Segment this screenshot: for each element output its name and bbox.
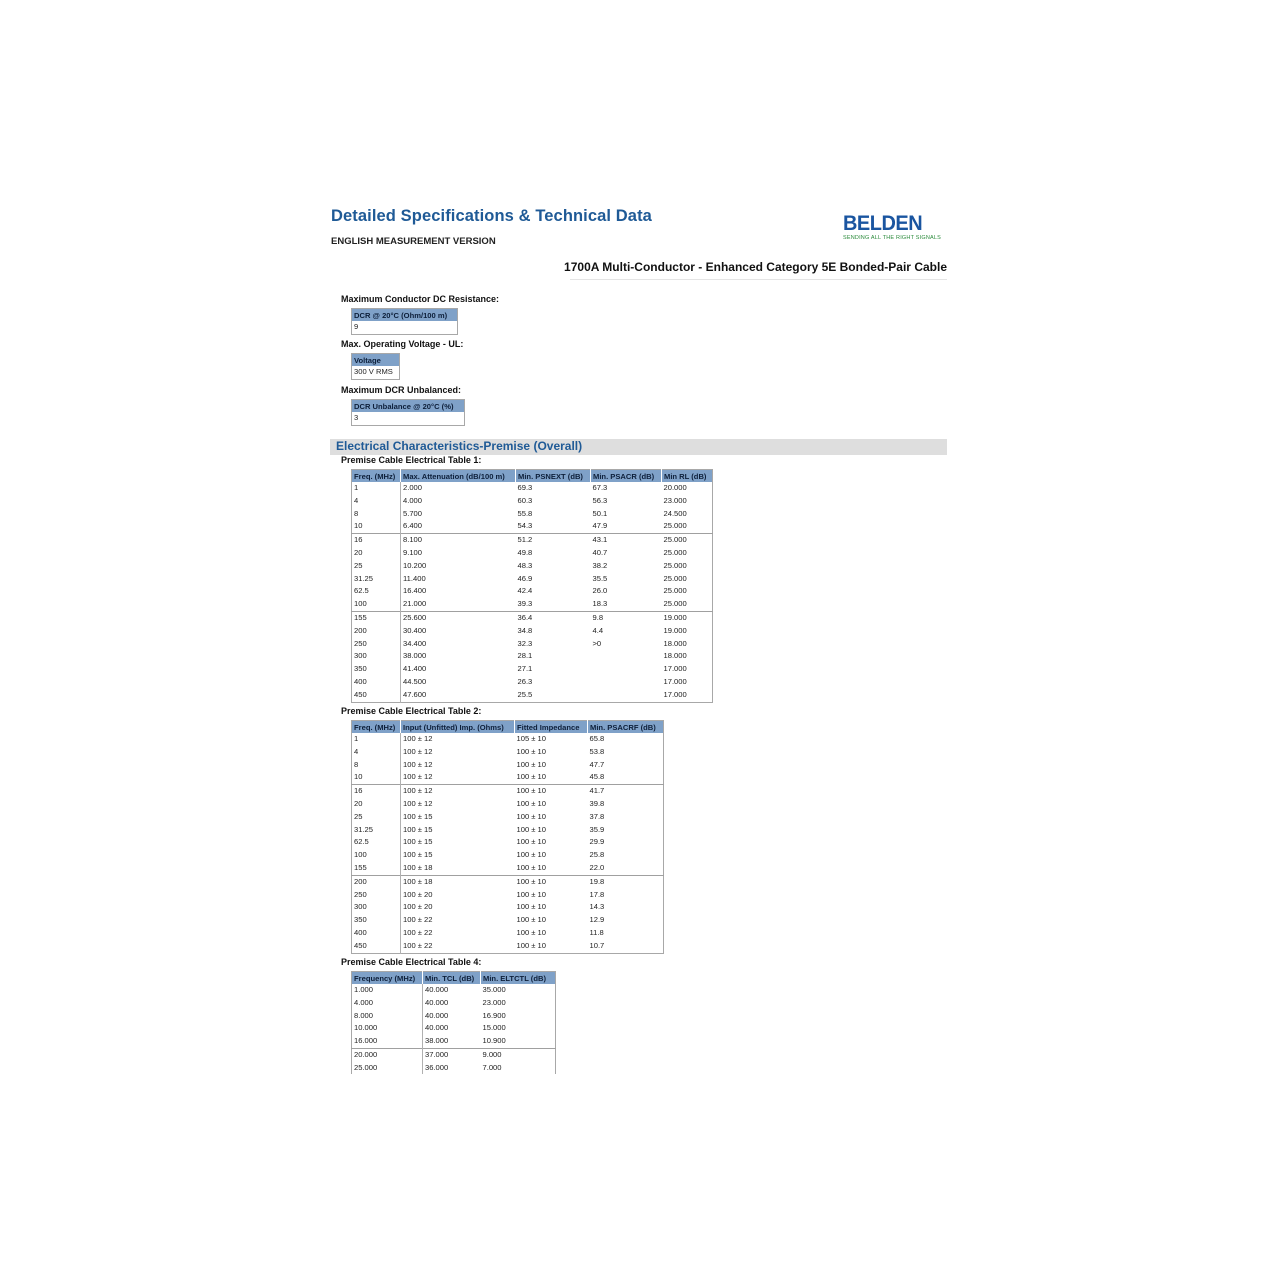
table-cell: 12.9 xyxy=(589,915,605,925)
table-cell: 20.000 xyxy=(352,1048,423,1061)
table-cell: 300 xyxy=(352,901,401,914)
table-cell: 8 xyxy=(352,508,401,521)
table-cell: 43.1 xyxy=(591,534,662,547)
table-cell: 51.2 xyxy=(516,534,591,547)
table-cell: 4 xyxy=(352,495,401,508)
table-row xyxy=(352,1062,556,1074)
table-cell: 200 xyxy=(352,875,401,888)
table-cell: 10.7 xyxy=(589,940,605,950)
table-cell: 100 ± 22 xyxy=(403,927,433,937)
table-cell: 14.3 xyxy=(589,902,605,912)
table-cell: 100 ± 12 xyxy=(403,746,433,756)
section-title: Electrical Characteristics-Premise (Overall) xyxy=(336,439,583,453)
table-cell: 100 ± 15 xyxy=(403,850,433,860)
table-cell: 100 ± 15 xyxy=(403,837,433,847)
table-cell: 100 ± 10 xyxy=(516,772,547,782)
table-cell: 450 xyxy=(352,940,401,953)
table-cell: 25 xyxy=(352,560,401,573)
table-row xyxy=(352,1010,556,1023)
column-header: Frequency (MHz) xyxy=(352,972,423,985)
table-cell: 40.7 xyxy=(592,547,608,557)
table-cell: 35.9 xyxy=(589,824,605,834)
table-cell: 100 ± 10 xyxy=(516,915,547,925)
table-cell: 25.000 xyxy=(663,586,687,596)
table-cell: 22.0 xyxy=(589,862,605,872)
table-cell: 100 ± 10 xyxy=(516,850,547,860)
table-cell: 24.500 xyxy=(663,508,687,518)
table-cell: 40.000 xyxy=(425,997,449,1007)
table-row xyxy=(352,1048,556,1061)
table-cell: 20 xyxy=(352,547,401,560)
table-cell: 100 ± 12 xyxy=(401,785,515,798)
measurement-version: ENGLISH MEASUREMENT VERSION xyxy=(331,236,496,247)
table-cell: 28.1 xyxy=(517,651,533,661)
table-cell: 8.000 xyxy=(352,1010,423,1023)
table-cell: 100 ± 10 xyxy=(516,746,547,756)
table-cell: 36.000 xyxy=(425,1062,449,1072)
table-cell: 100 ± 12 xyxy=(403,772,433,782)
table-cell: 100 ± 22 xyxy=(403,940,433,950)
table-cell: 38.000 xyxy=(403,651,427,661)
table-cell: 250 xyxy=(352,638,401,651)
table-cell: 100 ± 10 xyxy=(516,759,547,769)
table-cell: 47.7 xyxy=(589,759,605,769)
dcr-header: DCR @ 20°C (Ohm/100 m) xyxy=(352,309,458,322)
column-header: Fitted Impedance xyxy=(515,721,588,734)
table-row xyxy=(352,1035,556,1048)
table-cell: 100 ± 20 xyxy=(403,889,433,899)
table-cell: 38.000 xyxy=(425,1036,449,1046)
page-title: Detailed Specifications & Technical Data xyxy=(331,207,652,225)
logo-wordmark: BELDEN xyxy=(843,212,923,235)
table-cell: 25.000 xyxy=(663,560,687,570)
table-cell: 39.3 xyxy=(517,599,533,609)
table-cell: 155 xyxy=(352,611,401,624)
table-cell: 29.9 xyxy=(589,837,605,847)
table-cell: 4.4 xyxy=(592,625,604,635)
table-cell: 1 xyxy=(352,482,401,495)
table-cell: 49.8 xyxy=(517,547,533,557)
table-cell: 100 ± 15 xyxy=(403,824,433,834)
table-cell: 400 xyxy=(352,927,401,940)
table-cell: 37.000 xyxy=(423,1048,481,1061)
table-cell: 16.400 xyxy=(403,586,427,596)
table-cell: 100 ± 10 xyxy=(516,927,547,937)
table-cell: >0 xyxy=(592,638,602,648)
table-cell: 17.8 xyxy=(589,889,605,899)
table-cell: 27.1 xyxy=(517,664,533,674)
table-cell: 55.8 xyxy=(517,508,533,518)
table-cell: 69.3 xyxy=(517,483,533,492)
table-cell: 450 xyxy=(352,689,401,702)
electrical-table-4 xyxy=(351,971,556,1074)
table-cell: 42.4 xyxy=(517,586,533,596)
table-row xyxy=(352,997,556,1010)
table-cell: 19.8 xyxy=(588,875,664,888)
table-cell: 37.8 xyxy=(589,811,605,821)
table-cell: 25.8 xyxy=(589,850,605,860)
table-cell: 62.5 xyxy=(352,585,401,598)
table-cell: 2.000 xyxy=(403,483,423,492)
table-cell: 100 ± 12 xyxy=(403,734,433,743)
table-cell: 35.5 xyxy=(592,573,608,583)
table-cell: 100 ± 10 xyxy=(515,875,588,888)
logo-tagline: SENDING ALL THE RIGHT SIGNALS xyxy=(843,235,942,241)
table-cell: 10 xyxy=(352,520,401,533)
table2-label: Premise Cable Electrical Table 2: xyxy=(341,706,482,716)
dcr-label: Maximum Conductor DC Resistance: xyxy=(341,294,500,304)
table-row xyxy=(352,984,556,997)
table-cell: 350 xyxy=(352,914,401,927)
table-cell: 25.5 xyxy=(517,689,533,699)
table-cell: 25.000 xyxy=(663,599,687,609)
table-cell: 67.3 xyxy=(592,483,608,492)
table-cell: 65.8 xyxy=(589,734,605,743)
column-header: Max. Attenuation (dB/100 m) xyxy=(401,470,516,483)
table-cell: 16.000 xyxy=(352,1035,423,1048)
table-cell: 9.000 xyxy=(481,1048,556,1061)
table-cell: 7.000 xyxy=(482,1062,502,1072)
table-cell: 60.3 xyxy=(517,495,533,505)
column-header: Min RL (dB) xyxy=(662,470,713,483)
table-cell: 8.100 xyxy=(401,534,516,547)
table-cell: 155 xyxy=(352,862,401,875)
table-cell: 100 ± 20 xyxy=(403,902,433,912)
table-cell: 53.8 xyxy=(589,746,605,756)
table-cell: 400 xyxy=(352,676,401,689)
table-cell: 62.5 xyxy=(352,836,401,849)
table-cell: 100 ± 22 xyxy=(403,915,433,925)
table-cell: 39.8 xyxy=(589,798,605,808)
table-cell: 100 ± 10 xyxy=(516,889,547,899)
table-cell: 100 ± 12 xyxy=(403,759,433,769)
column-header: Freq. (MHz) xyxy=(352,470,401,483)
table-cell: 100 ± 10 xyxy=(516,837,547,847)
table-cell: 23.000 xyxy=(482,997,506,1007)
table-cell: 36.4 xyxy=(516,611,591,624)
table-cell: 300 xyxy=(352,650,401,663)
table-cell: 200 xyxy=(352,625,401,638)
unbalanced-header: DCR Unbalance @ 20°C (%) xyxy=(352,400,465,413)
table-cell: 100 ± 18 xyxy=(403,862,433,872)
table-cell: 25.600 xyxy=(401,611,516,624)
table-cell: 5.700 xyxy=(403,508,423,518)
table-cell: 4.000 xyxy=(403,495,423,505)
column-header: Min. PSNEXT (dB) xyxy=(516,470,591,483)
table-cell: 100 ± 15 xyxy=(403,811,433,821)
table-cell: 100 ± 10 xyxy=(516,940,547,950)
table-cell: 38.2 xyxy=(592,560,608,570)
table-cell: 19.000 xyxy=(663,625,687,635)
column-header: Min. TCL (dB) xyxy=(423,972,481,985)
column-header: Input (Unfitted) Imp. (Ohms) xyxy=(401,721,515,734)
table-cell: 41.7 xyxy=(588,785,664,798)
table-cell: 20.000 xyxy=(663,483,687,492)
cable-title: 1700A Multi-Conductor - Enhanced Category 5E Bonded-Pair Cable xyxy=(564,260,947,274)
table-cell: 16 xyxy=(352,534,401,547)
table-cell: 17.000 xyxy=(663,676,687,686)
table-cell: 18.000 xyxy=(663,638,687,648)
table-row xyxy=(352,1022,556,1035)
table-cell: 350 xyxy=(352,663,401,676)
table-cell: 1 xyxy=(352,733,401,746)
column-header: Min. ELTCTL (dB) xyxy=(481,972,556,985)
table-cell: 31.25 xyxy=(352,824,401,837)
table-cell: 18.000 xyxy=(663,651,687,661)
dcr-value: 9 xyxy=(354,322,359,331)
table-cell: 25.000 xyxy=(663,547,687,557)
table-cell: 25 xyxy=(352,811,401,824)
table-cell: 45.8 xyxy=(589,772,605,782)
table-cell: 250 xyxy=(352,889,401,902)
voltage-label: Max. Operating Voltage - UL: xyxy=(341,339,464,349)
table-cell: 9.100 xyxy=(403,547,423,557)
table-cell: 100 ± 18 xyxy=(401,875,515,888)
table-cell: 8 xyxy=(352,759,401,772)
table-cell: 54.3 xyxy=(517,521,533,531)
column-header: Min. PSACRF (dB) xyxy=(588,721,664,734)
column-header: Min. PSACR (dB) xyxy=(591,470,662,483)
table-cell: 1.000 xyxy=(352,984,423,997)
table-cell: 25.000 xyxy=(663,521,687,531)
table-cell: 35.000 xyxy=(482,985,506,994)
table-cell: 100 xyxy=(352,598,401,611)
table-cell: 34.400 xyxy=(403,638,427,648)
table-cell: 40.000 xyxy=(425,1010,449,1020)
table-cell: 47.600 xyxy=(403,689,427,699)
table-cell: 100 ± 10 xyxy=(516,862,547,872)
table-cell: 47.9 xyxy=(592,521,608,531)
table-cell: 50.1 xyxy=(592,508,608,518)
table-cell: 16.900 xyxy=(482,1010,506,1020)
table-cell: 100 ± 10 xyxy=(516,902,547,912)
table-cell: 31.25 xyxy=(352,573,401,586)
table-cell: 32.3 xyxy=(517,638,533,648)
table-cell: 19.000 xyxy=(662,611,713,624)
table-cell: 34.8 xyxy=(517,625,533,635)
table-cell: 21.000 xyxy=(403,599,427,609)
table-cell: 25.000 xyxy=(662,534,713,547)
table-cell: 11.8 xyxy=(589,927,604,937)
table-cell: 26.0 xyxy=(592,586,608,596)
table-cell: 10.200 xyxy=(403,560,427,570)
table-cell: 56.3 xyxy=(592,495,608,505)
voltage-header: Voltage xyxy=(352,354,400,367)
table-cell: 100 ± 10 xyxy=(516,811,547,821)
table-cell: 41.400 xyxy=(403,664,427,674)
column-header: Freq. (MHz) xyxy=(352,721,401,734)
table-cell: 25.000 xyxy=(352,1062,423,1074)
table4-label: Premise Cable Electrical Table 4: xyxy=(341,957,482,967)
unbalanced-value: 3 xyxy=(354,413,359,422)
table-cell: 100 ± 10 xyxy=(516,798,547,808)
table-cell: 44.500 xyxy=(403,676,427,686)
table-cell: 48.3 xyxy=(517,560,533,570)
table-cell: 46.9 xyxy=(517,573,533,583)
table-cell: 23.000 xyxy=(663,495,687,505)
table-cell: 40.000 xyxy=(425,1023,449,1033)
table-cell: 30.400 xyxy=(403,625,427,635)
table1-label: Premise Cable Electrical Table 1: xyxy=(341,455,482,465)
table-cell: 100 xyxy=(352,849,401,862)
table-cell: 4 xyxy=(352,746,401,759)
table-cell: 6.400 xyxy=(403,521,423,531)
table-cell: 15.000 xyxy=(482,1023,506,1033)
unbalanced-label: Maximum DCR Unbalanced: xyxy=(341,385,462,395)
table-cell: 11.400 xyxy=(403,573,426,583)
table-cell: 100 ± 10 xyxy=(516,824,547,834)
table-cell: 40.000 xyxy=(425,985,449,994)
table-cell: 17.000 xyxy=(663,689,687,699)
table-cell: 10.900 xyxy=(482,1036,506,1046)
table-cell: 100 ± 10 xyxy=(515,785,588,798)
table-cell: 105 ± 10 xyxy=(516,734,547,743)
table-cell: 100 ± 12 xyxy=(403,798,433,808)
table-cell: 26.3 xyxy=(517,676,533,686)
table-cell: 10 xyxy=(352,771,401,784)
table-cell: 10.000 xyxy=(352,1022,423,1035)
table-cell: 16 xyxy=(352,785,401,798)
table-cell: 4.000 xyxy=(352,997,423,1010)
voltage-value: 300 V RMS xyxy=(354,367,393,376)
table-cell: 9.8 xyxy=(591,611,662,624)
table-cell: 25.000 xyxy=(663,573,687,583)
table-cell: 20 xyxy=(352,798,401,811)
table-cell: 17.000 xyxy=(663,664,687,674)
table-cell: 18.3 xyxy=(592,599,608,609)
